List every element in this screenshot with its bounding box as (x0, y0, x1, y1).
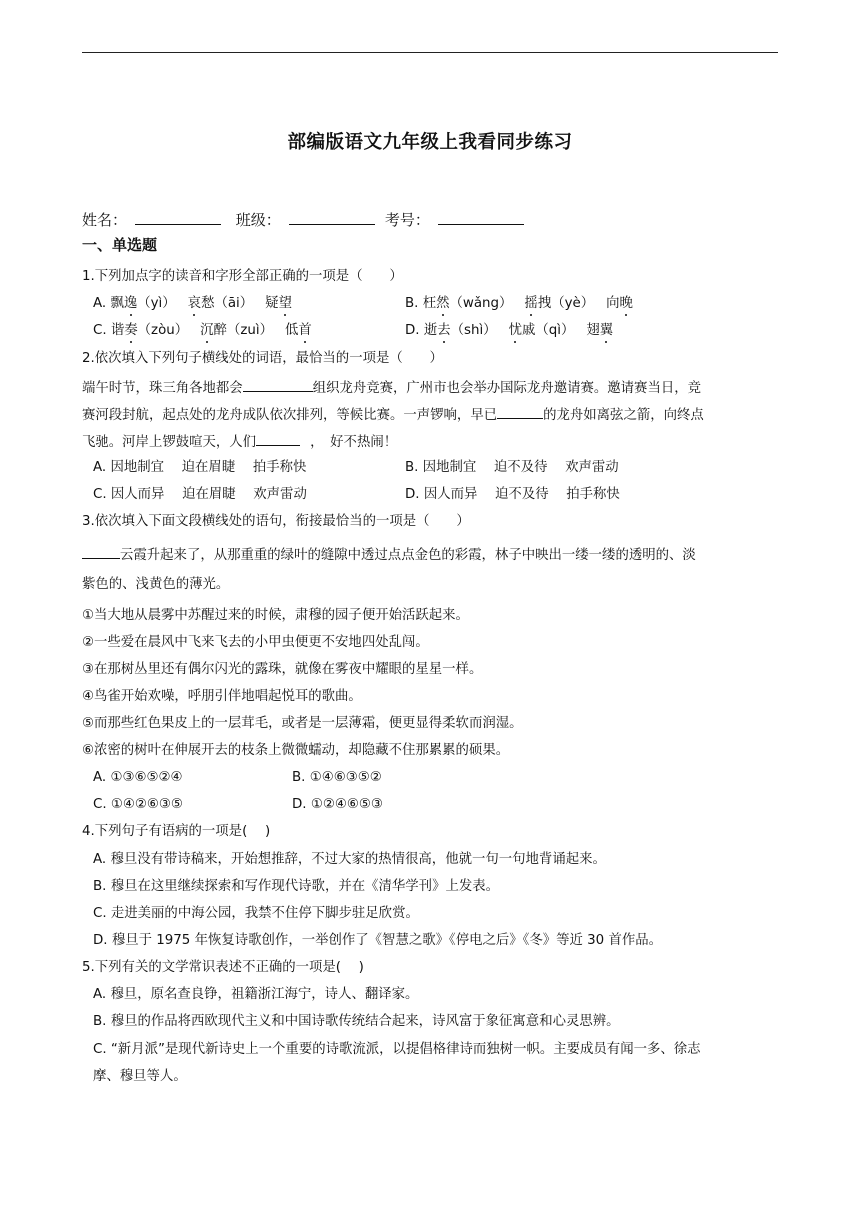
class-blank[interactable] (289, 210, 375, 225)
dotted-char: 望 (278, 296, 292, 311)
word: 飘 (110, 296, 124, 311)
name-blank[interactable] (135, 210, 221, 225)
q1-option-a[interactable] (93, 297, 292, 310)
q5-option-c[interactable]: C. “新月派”是现代新诗史上一个重要的诗歌流派，以提倡格律诗而独树一帜。主要成员有闻一多、徐志 (93, 1042, 701, 1057)
q1-option-b[interactable] (405, 297, 633, 310)
number-label: 考号： (384, 211, 430, 229)
pinyin: （qì） (535, 323, 575, 338)
passage-text: 飞驰。河岸上锣鼓喧天，人们 (82, 435, 257, 450)
word: 疑 (265, 296, 279, 311)
passage-text: 云霞升起来了，从那重重的绿叶的缝隙中透过点点金色的彩霞，林子中映出一缕一缕的透明的、淡 (120, 548, 696, 563)
q2-option-a[interactable]: A. 因地制宜 迫在眉睫 拍手称快 (93, 460, 307, 475)
word: 逝 (423, 323, 438, 338)
q2-option-c[interactable]: C. 因人而异 迫在眉睫 欢声雷动 (93, 487, 307, 502)
pinyin: （shì） (450, 323, 497, 338)
pinyin: （wǎng） (449, 296, 513, 311)
question-4-stem: 4.下列句子有语病的一项是( ) (82, 824, 271, 839)
q2-option-b[interactable]: B. 因地制宜 迫不及待 欢声雷动 (405, 460, 619, 475)
q1-option-d[interactable] (405, 324, 613, 337)
student-info-line (82, 209, 534, 230)
pinyin: （zuì） (226, 323, 273, 338)
option-letter: A. (93, 296, 111, 311)
fill-blank-3[interactable] (256, 433, 300, 446)
passage-text: 端午时节，珠三角各地都会 (82, 381, 243, 396)
dotted-char: 首 (298, 323, 312, 338)
q3-option-a[interactable]: A. ①③⑥⑤②④ (93, 770, 183, 785)
q3-sentence-2: ②一些爱在晨风中飞来飞去的小甲虫便更不安地四处乱闯。 (82, 635, 429, 650)
section-heading: 一、单选题 (82, 236, 158, 254)
question-1-stem: 1.下列加点字的读音和字形全部正确的一项是（ ） (82, 269, 403, 284)
dotted-char: 沉 (200, 323, 214, 338)
header-rule (82, 52, 778, 53)
dotted-char: 忧 (508, 323, 522, 338)
dotted-char: 奏 (124, 323, 138, 338)
passage-text: 组织龙舟竞赛，广州市也会举办国际龙舟邀请赛。邀请赛当日，竞 (312, 381, 702, 396)
q3-passage-line-1 (82, 546, 696, 562)
dotted-char: 去 (437, 323, 451, 338)
question-5-stem: 5.下列有关的文学常识表述不正确的一项是( ) (82, 960, 364, 975)
passage-text: 赛河段封航，起点处的龙舟成队依次排列，等候比赛。一声锣响，早已 (82, 408, 498, 423)
option-letter: D. (405, 323, 424, 338)
word: 枉 (422, 296, 437, 311)
q3-option-d[interactable]: D. ①②④⑥⑤③ (292, 797, 383, 812)
q1-option-c[interactable] (93, 324, 312, 337)
word: 向 (606, 296, 620, 311)
pinyin: （zòu） (137, 323, 189, 338)
word: 翅 (586, 323, 600, 338)
q5-option-c-continued: 摩、穆旦等人。 (93, 1069, 187, 1084)
q3-option-c[interactable]: C. ①④②⑥③⑤ (93, 797, 183, 812)
q2-passage-line-2 (82, 406, 704, 422)
question-2-stem: 2.依次填入下列句子横线处的词语，最恰当的一项是（ ） (82, 351, 443, 366)
dotted-char: 然 (436, 296, 450, 311)
q4-option-d[interactable]: D. 穆旦于 1975 年恢复诗歌创作，一举创作了《智慧之歌》《停电之后》《冬》等近 30 首作品。 (93, 933, 663, 948)
number-blank[interactable] (438, 210, 524, 225)
q3-sentence-4: ④鸟雀开始欢噪，呼朋引伴地唱起悦耳的歌曲。 (82, 689, 362, 704)
q3-sentence-1: ①当大地从晨雾中苏醒过来的时候，肃穆的园子便开始活跃起来。 (82, 608, 469, 623)
q4-option-c[interactable]: C. 走进美丽的中海公园，我禁不住停下脚步驻足欣赏。 (93, 906, 419, 921)
q2-passage-line-1 (82, 379, 701, 395)
pinyin: （āi） (214, 296, 254, 311)
passage-text: ， 好不热闹！ (310, 435, 398, 450)
word: 谐 (110, 323, 125, 338)
word: 戚 (521, 323, 536, 338)
name-label: 姓名： (82, 211, 128, 229)
passage-text: 的龙舟如离弦之箭，向终点 (543, 408, 704, 423)
dotted-char: 翼 (599, 323, 614, 338)
q3-sentence-5: ⑤而那些红色果皮上的一层茸毛，或者是一层薄霜，便更显得柔软而润湿。 (82, 716, 523, 731)
q2-option-d[interactable]: D. 因人而异 迫不及待 拍手称快 (405, 487, 620, 502)
q5-option-a[interactable]: A. 穆旦，原名查良铮，祖籍浙江海宁，诗人、翻译家。 (93, 987, 419, 1002)
q4-option-b[interactable]: B. 穆旦在这里继续探索和写作现代诗歌，并在《清华学刊》上发表。 (93, 879, 500, 894)
q4-option-a[interactable]: A. 穆旦没有带诗稿来，开始想推辞，不过大家的热情很高，他就一句一句地背诵起来。 (93, 852, 606, 867)
word: 醉 (213, 323, 227, 338)
option-letter: C. (93, 323, 111, 338)
q3-option-b[interactable]: B. ①④⑥③⑤② (292, 770, 382, 785)
fill-blank-2[interactable] (497, 406, 543, 419)
question-3-stem: 3.依次填入下面文段横线处的语句，衔接最恰当的一项是（ ） (82, 514, 470, 529)
dotted-char: 摇 (524, 296, 538, 311)
pinyin: （yì） (137, 296, 176, 311)
q2-passage-line-3 (82, 433, 397, 449)
q3-passage-line-2: 紫色的、浅黄色的薄光。 (82, 577, 230, 592)
word: 低 (284, 323, 299, 338)
q3-sentence-3: ③在那树丛里还有偶尔闪光的露珠，就像在雾夜中耀眼的星星一样。 (82, 662, 483, 677)
dotted-char: 晚 (619, 296, 633, 311)
fill-blank-1[interactable] (243, 379, 313, 392)
word: 愁 (201, 296, 215, 311)
dotted-char: 哀 (187, 296, 202, 311)
option-letter: B. (405, 296, 423, 311)
q5-option-b[interactable]: B. 穆旦的作品将西欧现代主义和中国诗歌传统结合起来，诗风富于象征寓意和心灵思辨。 (93, 1014, 620, 1029)
word: 拽 (537, 296, 552, 311)
page-title: 部编版语文九年级上我看同步练习 (287, 132, 573, 153)
dotted-char: 逸 (123, 296, 138, 311)
fill-blank[interactable] (82, 546, 120, 559)
class-label: 班级： (235, 211, 281, 229)
pinyin: （yè） (551, 296, 595, 311)
q3-sentence-6: ⑥浓密的树叶在伸展开去的枝条上微微蠕动，却隐藏不住那累累的硕果。 (82, 743, 510, 758)
